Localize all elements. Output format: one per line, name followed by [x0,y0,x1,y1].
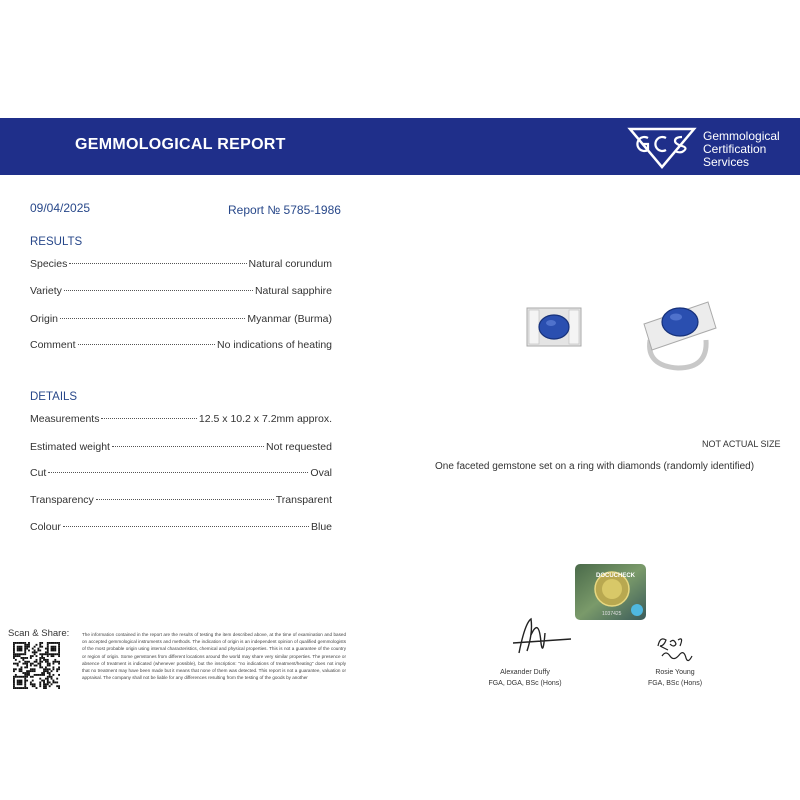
dot-leader [69,263,246,264]
row-value: Not requested [266,441,332,453]
signatory-credentials: FGA, BSc (Hons) [647,680,703,687]
row-value: 12.5 x 10.2 x 7.2mm approx. [198,413,332,425]
row-value: Natural sapphire [254,285,332,297]
result-row-variety [30,285,332,299]
signature-rosie-young [650,632,700,668]
dot-leader [48,472,308,473]
qr-code-icon[interactable] [13,642,60,689]
image-caption: One faceted gemstone set on a ring with diamonds (randomly identified) [435,461,755,472]
row-value: Blue [310,521,332,533]
dot-leader [63,526,309,527]
gcs-logo-icon [626,125,698,169]
dot-leader [64,290,253,291]
detail-row-transparency [30,494,332,508]
detail-row-weight [30,441,332,455]
report-header [0,118,800,175]
dot-leader [78,344,215,345]
details-title: DETAILS [30,391,78,403]
report-date: 09/04/2025 [30,201,91,215]
row-value: Natural corundum [248,258,332,270]
row-label: Species [30,258,68,270]
report-number: Report № 5785-1986 [228,203,341,217]
signatory-name: Rosie Young [655,669,695,676]
dot-leader [112,446,264,447]
detail-row-colour [30,521,332,535]
row-label: Estimated weight [30,441,110,453]
row-label: Colour [30,521,61,533]
detail-row-cut [30,467,332,481]
row-label: Comment [30,339,76,351]
signature-alexander-duffy [505,613,575,663]
row-label: Transparency [30,494,94,506]
report-title: GEMMOLOGICAL REPORT [75,136,286,153]
row-value: Transparent [275,494,332,506]
logo-line: Services [703,155,750,169]
row-label: Measurements [30,413,100,425]
logo-wordmark [703,130,780,169]
detail-row-measurements [30,413,332,427]
ring-side-view-image [638,294,720,372]
logo-line: Gemmological [703,129,780,143]
ring-top-view-image [524,305,584,349]
result-row-species [30,258,332,272]
signatory-name: Alexander Duffy [500,669,550,676]
result-row-comment [30,339,332,353]
dot-leader [60,318,245,319]
signatory-credentials: FGA, DGA, BSc (Hons) [488,680,562,687]
scan-share-label: Scan & Share: [8,628,70,639]
row-value: Myanmar (Burma) [247,313,332,325]
row-label: Origin [30,313,59,325]
results-title: RESULTS [30,236,83,248]
hologram-serial: 1037425 [602,611,622,617]
disclaimer-text: The information contained in the report are the results of testing the item described above, at the time of examination and based on accepted gemmological instruments and methods. The indication of origin is an independent opinion of qualified gemmologists of the most probable origin using internal characteristics, chemical and physical properties. This is not a guarantee of the country or region of origin. Some gemstones from different locations around the world may share very similar properties. The presence or absence of treatment is indicated (whenever possible), but the inscription: "no indications of treatment/heating" does not imply that no treatment may have been made but it means that none of them was detected. This report is not a guarantee, valuation or appraisal. The company shall not be liable for any differences resulting from the testing of the goods by another [82,632,346,681]
row-label: Cut [30,467,47,479]
dot-leader [101,418,196,419]
dot-leader [96,499,274,500]
hologram-brand: DOCUCHECK [596,573,635,579]
hologram-seal-icon [574,563,647,621]
row-label: Variety [30,285,62,297]
not-actual-size-note: NOT ACTUAL SIZE [702,439,781,449]
row-value: No indications of heating [217,339,332,351]
logo-line: Certification [703,142,767,156]
row-value: Oval [310,467,332,479]
result-row-origin [30,313,332,327]
